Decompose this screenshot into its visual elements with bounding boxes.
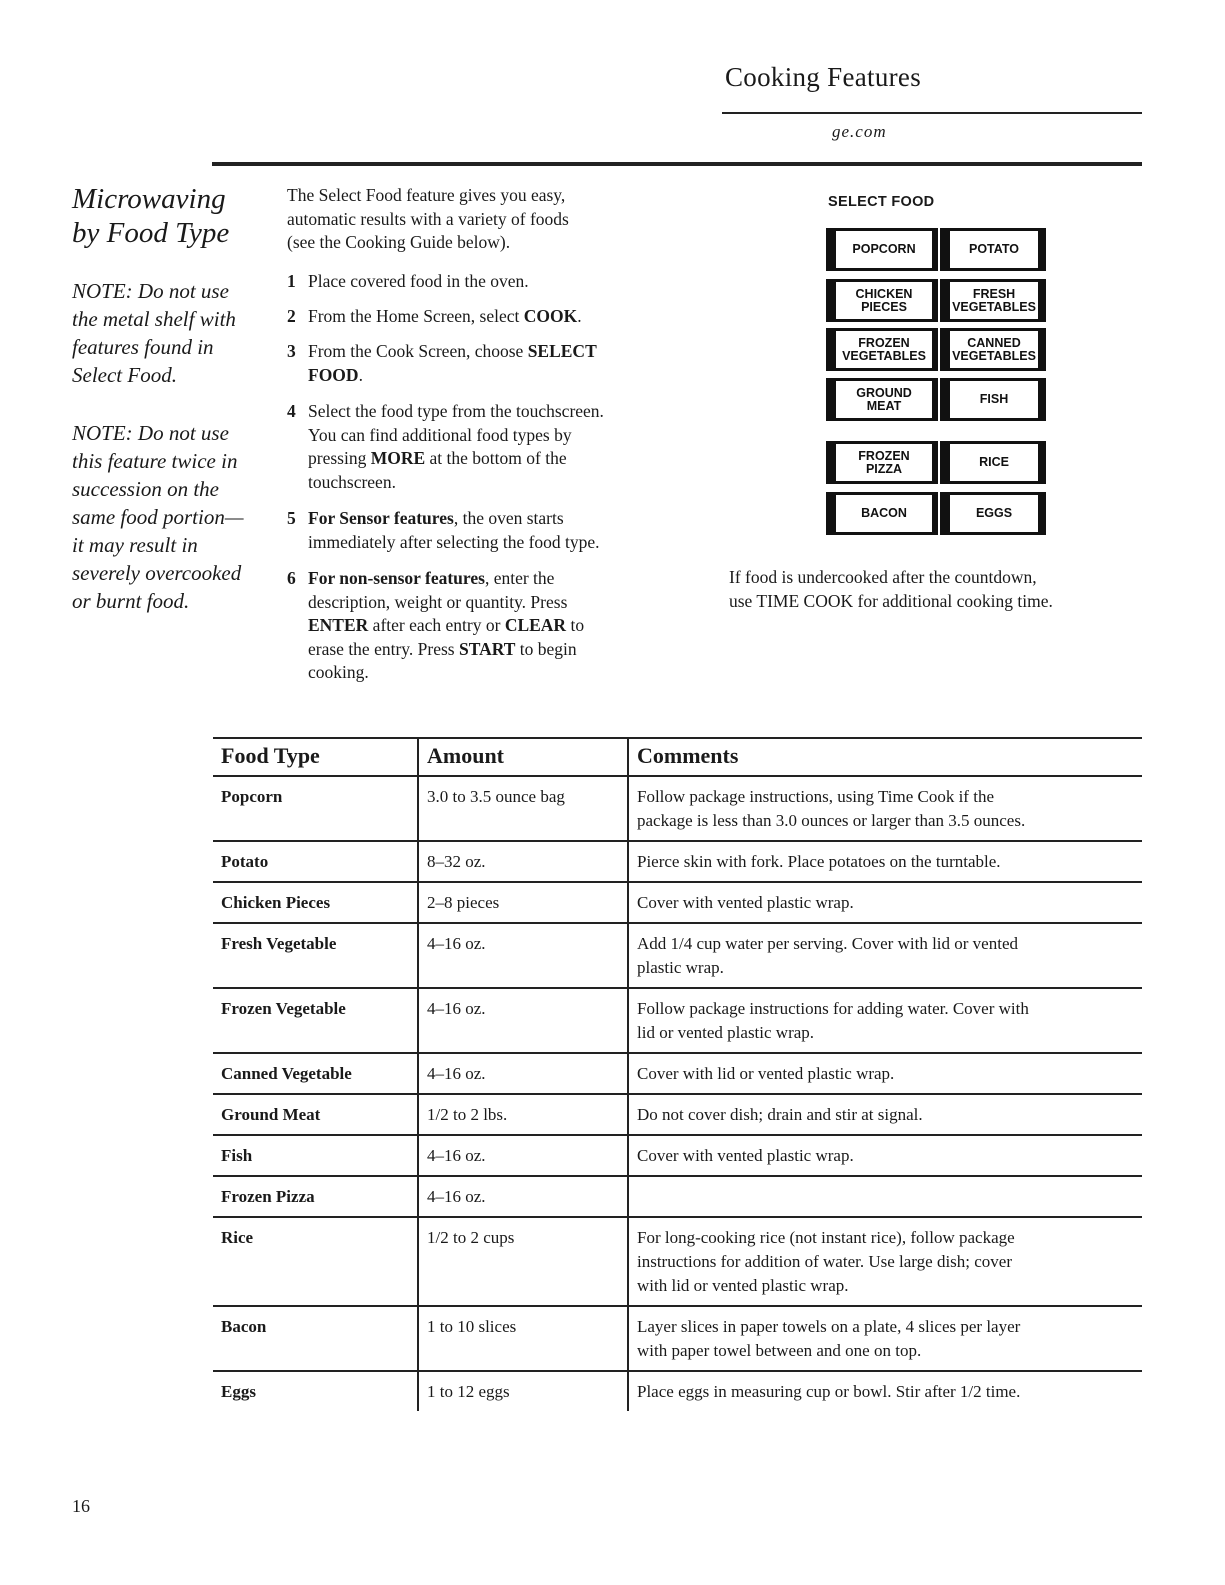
comment-line: plastic wrap.	[637, 958, 724, 977]
food-type-cell: Rice	[213, 1217, 418, 1306]
note-line: same food portion—	[72, 505, 244, 529]
amount-cell: 4–16 oz.	[418, 988, 628, 1053]
step-text: Select the food type from the touchscreen.	[308, 401, 604, 421]
table-row	[213, 988, 1142, 1053]
canned-vegetables-button[interactable]: CANNED VEGETABLES	[940, 328, 1046, 371]
fish-button[interactable]: FISH	[940, 378, 1046, 421]
sidebar-note-shelf	[72, 277, 272, 389]
step-text: cooking.	[308, 662, 369, 682]
sidebar-title-line: by Food Type	[72, 217, 230, 249]
table-row	[213, 1217, 1142, 1306]
comments-cell	[628, 1217, 1142, 1306]
amount-cell: 4–16 oz.	[418, 1053, 628, 1094]
step-text: FOOD.	[308, 364, 363, 385]
intro-line: (see the Cooking Guide below).	[287, 232, 511, 252]
step-text: pressing MORE at the bottom of the	[308, 448, 567, 468]
comment-line: with lid or vented plastic wrap.	[637, 1276, 849, 1295]
button-row	[826, 328, 1046, 371]
page-number: 16	[72, 1496, 90, 1516]
food-type-cell: Fish	[213, 1135, 418, 1176]
amount-cell: 4–16 oz.	[418, 923, 628, 988]
step-text: immediately after selecting the food type.	[308, 531, 600, 552]
step-number: 3	[287, 341, 296, 361]
header-food-type: Food Type	[213, 738, 418, 776]
table-row	[213, 1053, 1142, 1094]
table-row	[213, 841, 1142, 882]
header-divider-short	[722, 112, 1142, 114]
amount-cell: 1/2 to 2 cups	[418, 1217, 628, 1306]
header-amount: Amount	[418, 738, 628, 776]
comment-line: instructions for addition of water. Use large dish; cover	[637, 1252, 1013, 1271]
cooking-guide-table	[213, 737, 1142, 1411]
table-row	[213, 1176, 1142, 1217]
comment-line: Cover with vented plastic wrap.	[637, 893, 854, 912]
note-line: severely overcooked	[72, 561, 242, 585]
table-row	[213, 1135, 1142, 1176]
amount-cell: 1/2 to 2 lbs.	[418, 1094, 628, 1135]
site-url: ge.com	[832, 122, 887, 141]
note-line: Select Food.	[72, 363, 177, 387]
step-text: ENTER after each entry or CLEAR to	[308, 615, 585, 635]
comments-cell	[628, 988, 1142, 1053]
note-line: NOTE: Do not use	[72, 421, 229, 445]
comment-line: Do not cover dish; drain and stir at signal.	[637, 1105, 923, 1124]
intro-paragraph	[287, 184, 687, 255]
food-type-cell: Frozen Pizza	[213, 1176, 418, 1217]
food-type-cell: Canned Vegetable	[213, 1053, 418, 1094]
amount-cell: 8–32 oz.	[418, 841, 628, 882]
note-line: or burnt food.	[72, 589, 190, 613]
amount-cell: 1 to 10 slices	[418, 1306, 628, 1371]
step-number: 1	[287, 271, 296, 291]
note-line: succession on the	[72, 477, 219, 501]
intro-line: The Select Food feature gives you easy,	[287, 185, 566, 205]
comment-line: Pierce skin with fork. Place potatoes on the turntable.	[637, 852, 1001, 871]
button-row	[826, 279, 1046, 322]
comment-line: Cover with lid or vented plastic wrap.	[637, 1064, 895, 1083]
amount-cell: 4–16 oz.	[418, 1176, 628, 1217]
comment-line: Layer slices in paper towels on a plate, 4 slices per layer	[637, 1317, 1021, 1336]
note-line: this feature twice in	[72, 449, 238, 473]
food-type-cell: Chicken Pieces	[213, 882, 418, 923]
intro-line: automatic results with a variety of foods	[287, 208, 569, 229]
comments-cell	[628, 776, 1142, 841]
button-row	[826, 378, 1046, 421]
step-3	[287, 340, 707, 387]
header-divider-long	[212, 162, 1142, 166]
step-6	[287, 567, 707, 685]
note-line: NOTE: Do not use	[72, 279, 229, 303]
food-type-cell: Potato	[213, 841, 418, 882]
button-row	[826, 492, 1046, 535]
select-food-label: SELECT FOOD	[828, 194, 935, 210]
table-row	[213, 1306, 1142, 1371]
note-line: it may result in	[72, 533, 198, 557]
table-row	[213, 1371, 1142, 1411]
comments-cell	[628, 1135, 1142, 1176]
table-row	[213, 1094, 1142, 1135]
chicken-pieces-button[interactable]: CHICKEN PIECES	[826, 279, 938, 322]
section-title: Cooking Features	[725, 62, 922, 92]
food-type-cell: Bacon	[213, 1306, 418, 1371]
comment-line: Follow package instructions, using Time Cook if the	[637, 787, 994, 806]
rice-button[interactable]: RICE	[940, 441, 1046, 484]
food-type-cell: Popcorn	[213, 776, 418, 841]
step-number: 6	[287, 568, 296, 588]
button-row	[826, 228, 1046, 271]
comment-line: For long-cooking rice (not instant rice), follow package	[637, 1228, 1015, 1247]
amount-cell: 1 to 12 eggs	[418, 1371, 628, 1411]
comment-line: Follow package instructions for adding water. Cover with	[637, 999, 1029, 1018]
popcorn-button[interactable]: POPCORN	[826, 228, 938, 271]
step-text: You can find additional food types by	[308, 424, 572, 445]
table-row	[213, 776, 1142, 841]
note-line: use TIME COOK for additional cooking time.	[729, 590, 1053, 611]
step-text: For non-sensor features, enter the	[308, 568, 555, 588]
step-2	[287, 305, 707, 329]
note-line: If food is undercooked after the countdown,	[729, 567, 1037, 587]
note-line: the metal shelf with	[72, 307, 236, 331]
step-text: From the Cook Screen, choose SELECT	[308, 341, 597, 361]
comment-line: package is less than 3.0 ounces or larger than 3.5 ounces.	[637, 811, 1026, 830]
step-5	[287, 507, 707, 554]
comments-cell	[628, 841, 1142, 882]
sidebar-title-line: Microwaving	[72, 183, 226, 215]
table-header-row	[213, 738, 1142, 776]
step-text: From the Home Screen, select COOK.	[308, 306, 582, 326]
comments-cell	[628, 1306, 1142, 1371]
sidebar-note-twice	[72, 419, 272, 615]
comments-cell	[628, 1094, 1142, 1135]
comments-cell	[628, 882, 1142, 923]
comments-cell	[628, 1371, 1142, 1411]
ground-meat-button[interactable]: GROUND MEAT	[826, 378, 938, 421]
amount-cell: 4–16 oz.	[418, 1135, 628, 1176]
food-type-cell: Frozen Vegetable	[213, 988, 418, 1053]
table-row	[213, 882, 1142, 923]
step-text: description, weight or quantity. Press	[308, 591, 568, 612]
header-comments: Comments	[628, 738, 1142, 776]
bacon-button[interactable]: BACON	[826, 492, 938, 535]
step-number: 5	[287, 508, 296, 528]
comments-cell	[628, 1053, 1142, 1094]
sidebar-title	[72, 182, 262, 250]
food-type-cell: Fresh Vegetable	[213, 923, 418, 988]
step-number: 4	[287, 401, 296, 421]
undercooked-note	[729, 566, 1149, 613]
food-type-cell: Eggs	[221, 1382, 256, 1401]
comments-cell	[628, 923, 1142, 988]
step-text: Place covered food in the oven.	[308, 271, 529, 291]
comment-line: Cover with vented plastic wrap.	[637, 1146, 854, 1165]
comments-cell	[628, 1176, 1142, 1217]
comment-line: lid or vented plastic wrap.	[637, 1023, 815, 1042]
comment-line: Add 1/4 cup water per serving. Cover with lid or vented	[637, 934, 1018, 953]
step-1	[287, 270, 707, 294]
frozen-pizza-button[interactable]: FROZEN PIZZA	[826, 441, 938, 484]
food-type-cell: Ground Meat	[213, 1094, 418, 1135]
potato-button[interactable]: POTATO	[940, 228, 1046, 271]
note-line: features found in	[72, 335, 214, 359]
step-text: erase the entry. Press START to begin	[308, 638, 577, 659]
step-number: 2	[287, 306, 296, 326]
step-text: touchscreen.	[308, 471, 396, 492]
step-text: For Sensor features, the oven starts	[308, 508, 564, 528]
frozen-vegetables-button[interactable]: FROZEN VEGETABLES	[826, 328, 938, 371]
amount-cell: 2–8 pieces	[418, 882, 628, 923]
button-row	[826, 441, 1046, 484]
amount-cell: 3.0 to 3.5 ounce bag	[418, 776, 628, 841]
eggs-button[interactable]: EGGS	[940, 492, 1046, 535]
fresh-vegetables-button[interactable]: FRESH VEGETABLES	[940, 279, 1046, 322]
comment-line: with paper towel between and one on top.	[637, 1341, 922, 1360]
table-row	[213, 923, 1142, 988]
step-4	[287, 400, 707, 494]
comment-line: Place eggs in measuring cup or bowl. Stir after 1/2 time.	[637, 1382, 1021, 1401]
